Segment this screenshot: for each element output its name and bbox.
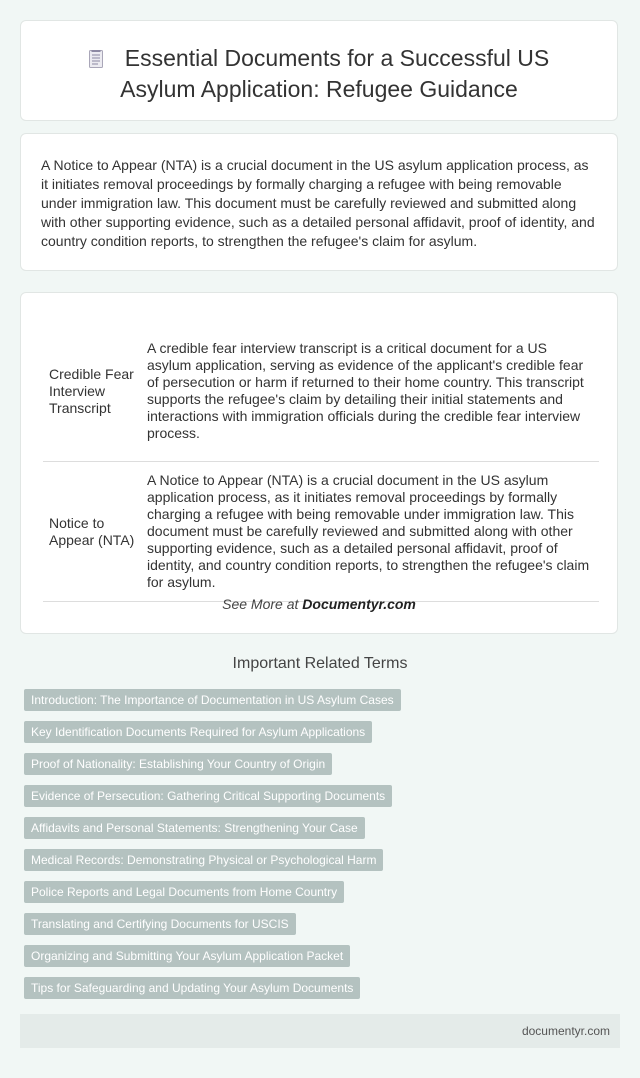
definitions-card [20,292,618,634]
table-row [43,321,599,462]
related-terms-list [24,689,401,1009]
related-term-tag[interactable]: Police Reports and Legal Documents from Home Country [24,881,344,903]
term-cell: Credible Fear Interview Transcript [43,321,141,462]
term-cell: Notice to Appear (NTA) [43,462,141,602]
related-term-tag[interactable]: Affidavits and Personal Statements: Strengthening Your Case [24,817,365,839]
table-row [43,462,599,602]
footer-site-link[interactable]: documentyr.com [521,1024,610,1038]
related-term-tag[interactable]: Tips for Safeguarding and Updating Your Asylum Documents [24,977,360,999]
related-term-tag[interactable]: Organizing and Submitting Your Asylum Application Packet [24,945,350,967]
description-cell: A credible fear interview transcript is a critical document for a US asylum application, serving as evidence of the applicant's credible fear of persecution or harm if returned to their home country. This transcript supports the refugee's claim by detailing their initial statements and interactions with immigration officials during the credible fear interview process. [141,321,599,462]
intro-paragraph: A Notice to Appear (NTA) is a crucial document in the US asylum application process, as it initiates removal proceedings by formally charging a refugee with being removable under immigration law. This document must be carefully reviewed and submitted along with other supporting evidence, such as a detailed personal affidavit, proof of identity, and country condition reports, to strengthen the refugee's claim for asylum. [41,157,595,249]
related-terms-heading: Important Related Terms [232,655,408,672]
related-term-tag[interactable]: Evidence of Persecution: Gathering Critical Supporting Documents [24,785,392,807]
intro-card [20,133,618,271]
page-title-text: Essential Documents for a Successful US Asylum Application: Refugee Guidance [120,45,550,102]
page-title [61,43,577,105]
header-card [20,20,618,121]
related-term-tag[interactable]: Proof of Nationality: Establishing Your Country of Origin [24,753,332,775]
related-term-tag[interactable]: Key Identification Documents Required for Asylum Applications [24,721,372,743]
see-more-line [21,596,617,612]
footer [20,1014,620,1048]
related-term-tag[interactable]: Translating and Certifying Documents for USCIS [24,913,296,935]
definitions-table [43,321,599,602]
see-more-prefix: See More at [222,596,303,612]
document-icon [89,50,103,68]
description-cell: A Notice to Appear (NTA) is a crucial document in the US asylum application process, as it initiates removal proceedings by formally charging a refugee with being removable under immigration law. This document must be carefully reviewed and submitted along with other supporting evidence, such as a detailed personal affidavit, proof of identity, and country condition reports, to strengthen the refugee's claim for asylum. [141,462,599,602]
related-term-tag[interactable]: Medical Records: Demonstrating Physical or Psychological Harm [24,849,383,871]
related-term-tag[interactable]: Introduction: The Importance of Documentation in US Asylum Cases [24,689,401,711]
see-more-link[interactable]: Documentyr.com [302,596,416,612]
